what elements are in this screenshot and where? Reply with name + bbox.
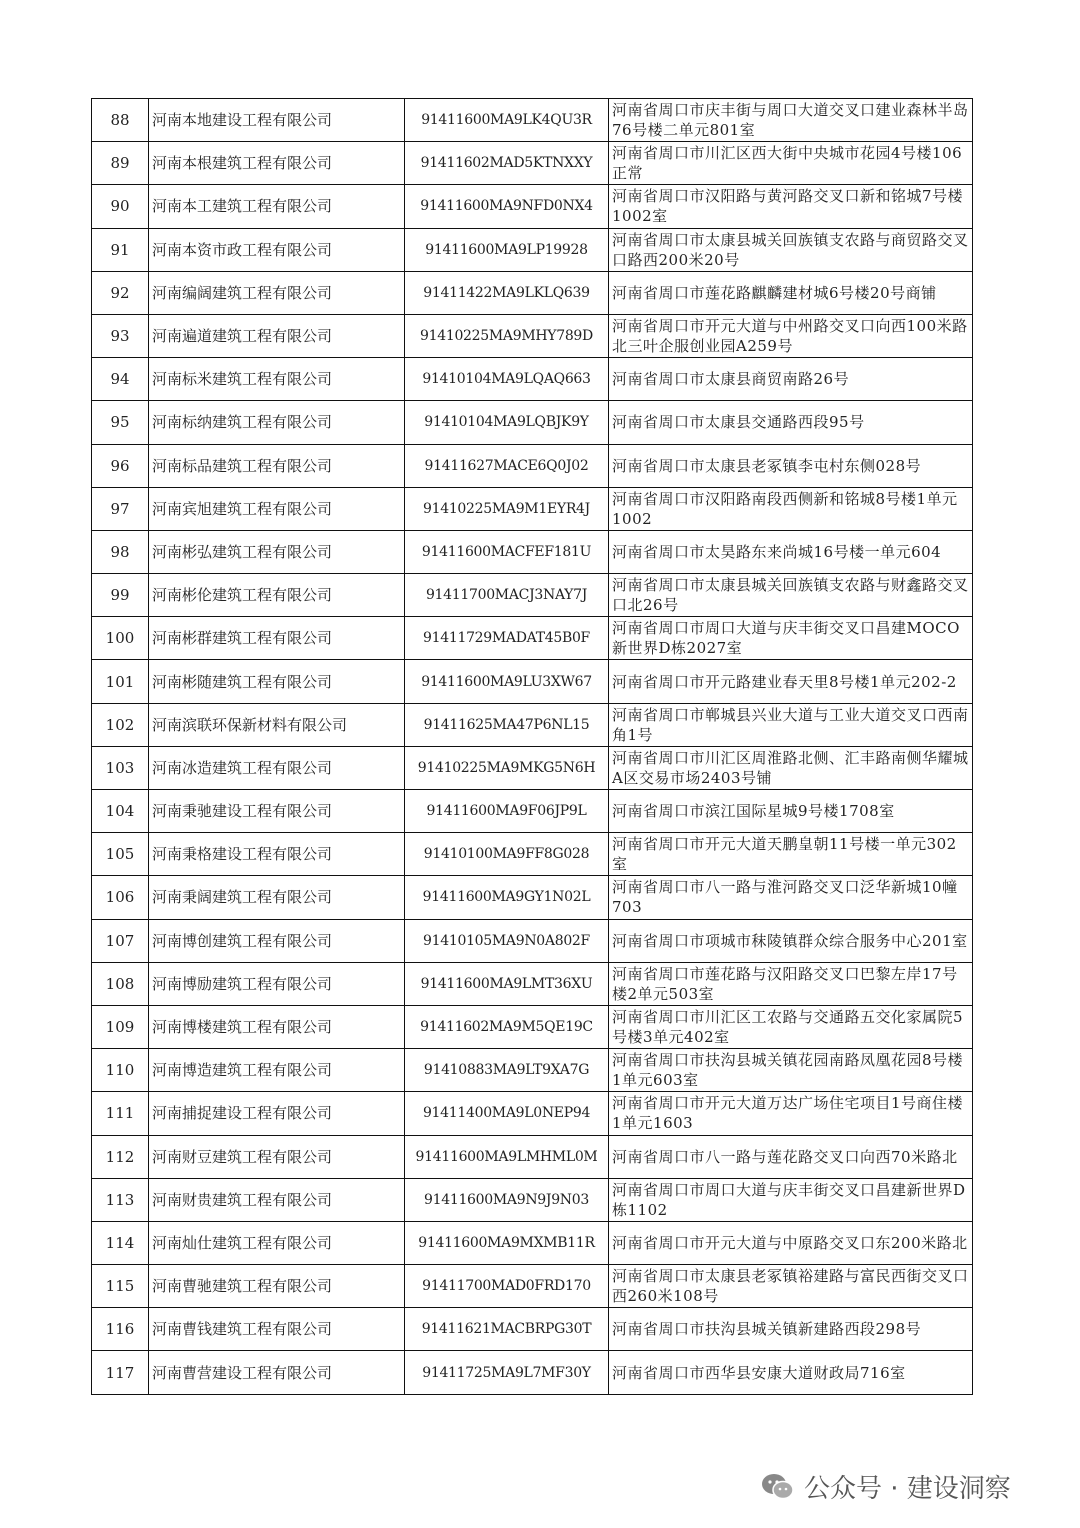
row-number: 99 <box>92 574 149 617</box>
table-row <box>92 358 973 401</box>
credit-code: 91411602MAD5KTNXXY <box>405 142 609 185</box>
company-address: 河南省周口市太康县老冢镇李屯村东侧028号 <box>609 444 973 487</box>
company-address: 河南省周口市汉阳路与黄河路交叉口新和铭城7号楼1002室 <box>609 185 973 228</box>
company-name: 河南彬群建筑工程有限公司 <box>149 617 405 660</box>
watermark <box>760 1468 1011 1505</box>
credit-code: 91410225MA9MHY789D <box>405 314 609 357</box>
credit-code: 91411625MA47P6NL15 <box>405 703 609 746</box>
table-row <box>92 1221 973 1264</box>
company-name: 河南编阔建筑工程有限公司 <box>149 271 405 314</box>
table-row <box>92 1178 973 1221</box>
credit-code: 91410104MA9LQBJK9Y <box>405 401 609 444</box>
company-address: 河南省周口市郸城县兴业大道与工业大道交叉口西南角1号 <box>609 703 973 746</box>
credit-code: 91411729MADAT45B0F <box>405 617 609 660</box>
company-name: 河南本资市政工程有限公司 <box>149 228 405 271</box>
row-number: 104 <box>92 790 149 833</box>
company-name: 河南博造建筑工程有限公司 <box>149 1049 405 1092</box>
row-number: 114 <box>92 1221 149 1264</box>
company-name: 河南冰造建筑工程有限公司 <box>149 746 405 789</box>
row-number: 106 <box>92 876 149 919</box>
credit-code: 91411600MA9NFD0NX4 <box>405 185 609 228</box>
company-address: 河南省周口市太康县老冢镇裕建路与富民西街交叉口西260米108号 <box>609 1265 973 1308</box>
credit-code: 91411700MAD0FRD170 <box>405 1265 609 1308</box>
company-address: 河南省周口市开元大道万达广场住宅项目1号商住楼1单元1603 <box>609 1092 973 1135</box>
table-body <box>92 99 973 1395</box>
table-row <box>92 1351 973 1394</box>
row-number: 90 <box>92 185 149 228</box>
row-number: 93 <box>92 314 149 357</box>
credit-code: 91411600MA9LMT36XU <box>405 962 609 1005</box>
row-number: 110 <box>92 1049 149 1092</box>
table-row <box>92 574 973 617</box>
company-name: 河南灿仕建筑工程有限公司 <box>149 1221 405 1264</box>
table-row <box>92 660 973 703</box>
company-name: 河南捕捉建设工程有限公司 <box>149 1092 405 1135</box>
credit-code: 91410225MA9M1EYR4J <box>405 487 609 530</box>
company-name: 河南本工建筑工程有限公司 <box>149 185 405 228</box>
table-row <box>92 919 973 962</box>
company-address: 河南省周口市八一路与淮河路交叉口泛华新城10幢703 <box>609 876 973 919</box>
table-row <box>92 1005 973 1048</box>
credit-code: 91411600MA9N9J9N03 <box>405 1178 609 1221</box>
row-number: 101 <box>92 660 149 703</box>
company-name: 河南秉阔建筑工程有限公司 <box>149 876 405 919</box>
row-number: 115 <box>92 1265 149 1308</box>
table-row <box>92 487 973 530</box>
credit-code: 91411600MA9GY1N02L <box>405 876 609 919</box>
company-name: 河南财贵建筑工程有限公司 <box>149 1178 405 1221</box>
company-address: 河南省周口市太昊路东来尚城16号楼一单元604 <box>609 530 973 573</box>
table-row <box>92 746 973 789</box>
company-address: 河南省周口市周口大道与庆丰街交叉口昌建MOCO新世界D栋2027室 <box>609 617 973 660</box>
company-address: 河南省周口市庆丰街与周口大道交叉口建业森林半岛76号楼二单元801室 <box>609 99 973 142</box>
company-name: 河南秉格建设工程有限公司 <box>149 833 405 876</box>
table-row <box>92 1308 973 1351</box>
row-number: 105 <box>92 833 149 876</box>
table-row <box>92 1049 973 1092</box>
company-address: 河南省周口市开元大道天鹏皇朝11号楼一单元302室 <box>609 833 973 876</box>
credit-code: 91411621MACBRPG30T <box>405 1308 609 1351</box>
company-name: 河南滨联环保新材料有限公司 <box>149 703 405 746</box>
table-row <box>92 790 973 833</box>
company-address: 河南省周口市开元路建业春天里8号楼1单元202-2 <box>609 660 973 703</box>
company-address: 河南省周口市扶沟县城关镇花园南路凤凰花园8号楼1单元603室 <box>609 1049 973 1092</box>
company-name: 河南曹驰建筑工程有限公司 <box>149 1265 405 1308</box>
row-number: 96 <box>92 444 149 487</box>
row-number: 107 <box>92 919 149 962</box>
table-row <box>92 617 973 660</box>
company-name: 河南秉驰建设工程有限公司 <box>149 790 405 833</box>
company-address: 河南省周口市太康县交通路西段95号 <box>609 401 973 444</box>
table-row <box>92 228 973 271</box>
table-row <box>92 703 973 746</box>
table-row <box>92 99 973 142</box>
company-name: 河南博励建筑工程有限公司 <box>149 962 405 1005</box>
company-address: 河南省周口市周口大道与庆丰街交叉口昌建新世界D栋1102 <box>609 1178 973 1221</box>
company-address: 河南省周口市开元大道与中原路交叉口东200米路北 <box>609 1221 973 1264</box>
table-row <box>92 401 973 444</box>
company-address: 河南省周口市开元大道与中州路交叉口向西100米路北三叶企服创业园A259号 <box>609 314 973 357</box>
company-name: 河南彬随建筑工程有限公司 <box>149 660 405 703</box>
company-name: 河南博创建筑工程有限公司 <box>149 919 405 962</box>
credit-code: 91411725MA9L7MF30Y <box>405 1351 609 1394</box>
company-address: 河南省周口市川汇区周淮路北侧、汇丰路南侧华耀城A区交易市场2403号铺 <box>609 746 973 789</box>
credit-code: 91410100MA9FF8G028 <box>405 833 609 876</box>
row-number: 108 <box>92 962 149 1005</box>
company-address: 河南省周口市扶沟县城关镇新建路西段298号 <box>609 1308 973 1351</box>
company-name: 河南标品建筑工程有限公司 <box>149 444 405 487</box>
row-number: 116 <box>92 1308 149 1351</box>
credit-code: 91411600MA9F06JP9L <box>405 790 609 833</box>
company-address: 河南省周口市川汇区西大街中央城市花园4号楼106正常 <box>609 142 973 185</box>
company-name: 河南彬伦建筑工程有限公司 <box>149 574 405 617</box>
company-name: 河南标纳建筑工程有限公司 <box>149 401 405 444</box>
credit-code: 91411422MA9LKLQ639 <box>405 271 609 314</box>
company-table <box>91 98 973 1395</box>
company-address: 河南省周口市八一路与莲花路交叉口向西70米路北 <box>609 1135 973 1178</box>
company-address: 河南省周口市莲花路麒麟建材城6号楼20号商铺 <box>609 271 973 314</box>
row-number: 92 <box>92 271 149 314</box>
company-name: 河南彬弘建筑工程有限公司 <box>149 530 405 573</box>
company-address: 河南省周口市项城市秣陵镇群众综合服务中心201室 <box>609 919 973 962</box>
row-number: 95 <box>92 401 149 444</box>
row-number: 100 <box>92 617 149 660</box>
table-row <box>92 962 973 1005</box>
credit-code: 91411600MACFEF181U <box>405 530 609 573</box>
wechat-icon <box>760 1471 796 1503</box>
company-address: 河南省周口市太康县城关回族镇支农路与商贸路交叉口路西200米20号 <box>609 228 973 271</box>
row-number: 89 <box>92 142 149 185</box>
row-number: 111 <box>92 1092 149 1135</box>
company-name: 河南宾旭建筑工程有限公司 <box>149 487 405 530</box>
table-row <box>92 314 973 357</box>
row-number: 117 <box>92 1351 149 1394</box>
credit-code: 91411600MA9LP19928 <box>405 228 609 271</box>
company-address: 河南省周口市滨江国际星城9号楼1708室 <box>609 790 973 833</box>
company-address: 河南省周口市太康县城关回族镇支农路与财鑫路交叉口北26号 <box>609 574 973 617</box>
row-number: 103 <box>92 746 149 789</box>
company-name: 河南曹钱建筑工程有限公司 <box>149 1308 405 1351</box>
credit-code: 91411627MACE6Q0J02 <box>405 444 609 487</box>
row-number: 94 <box>92 358 149 401</box>
company-name: 河南曹营建设工程有限公司 <box>149 1351 405 1394</box>
row-number: 113 <box>92 1178 149 1221</box>
table-row <box>92 1092 973 1135</box>
company-name: 河南财豆建筑工程有限公司 <box>149 1135 405 1178</box>
credit-code: 91410105MA9N0A802F <box>405 919 609 962</box>
credit-code: 91411600MA9MXMB11R <box>405 1221 609 1264</box>
credit-code: 91410883MA9LT9XA7G <box>405 1049 609 1092</box>
company-name: 河南本根建筑工程有限公司 <box>149 142 405 185</box>
table-row <box>92 142 973 185</box>
row-number: 109 <box>92 1005 149 1048</box>
table-row <box>92 1135 973 1178</box>
table-row <box>92 271 973 314</box>
company-name: 河南遍道建筑工程有限公司 <box>149 314 405 357</box>
company-address: 河南省周口市莲花路与汉阳路交叉口巴黎左岸17号楼2单元503室 <box>609 962 973 1005</box>
table-row <box>92 1265 973 1308</box>
company-name: 河南本地建设工程有限公司 <box>149 99 405 142</box>
credit-code: 91411600MA9LU3XW67 <box>405 660 609 703</box>
row-number: 98 <box>92 530 149 573</box>
credit-code: 91410104MA9LQAQ663 <box>405 358 609 401</box>
company-address: 河南省周口市川汇区工农路与交通路五交化家属院5号楼3单元402室 <box>609 1005 973 1048</box>
company-name: 河南博楼建筑工程有限公司 <box>149 1005 405 1048</box>
table-row <box>92 876 973 919</box>
watermark-text: 公众号 · 建设洞察 <box>804 1474 1011 1504</box>
credit-code: 91411600MA9LMHML0M <box>405 1135 609 1178</box>
table-row <box>92 185 973 228</box>
row-number: 97 <box>92 487 149 530</box>
credit-code: 91411600MA9LK4QU3R <box>405 99 609 142</box>
company-address: 河南省周口市太康县商贸南路26号 <box>609 358 973 401</box>
row-number: 102 <box>92 703 149 746</box>
row-number: 112 <box>92 1135 149 1178</box>
company-name: 河南标米建筑工程有限公司 <box>149 358 405 401</box>
table-row <box>92 444 973 487</box>
credit-code: 91410225MA9MKG5N6H <box>405 746 609 789</box>
credit-code: 91411700MACJ3NAY7J <box>405 574 609 617</box>
company-address: 河南省周口市西华县安康大道财政局716室 <box>609 1351 973 1394</box>
credit-code: 91411400MA9L0NEP94 <box>405 1092 609 1135</box>
table-row <box>92 530 973 573</box>
row-number: 91 <box>92 228 149 271</box>
table-row <box>92 833 973 876</box>
company-address: 河南省周口市汉阳路南段西侧新和铭城8号楼1单元1002 <box>609 487 973 530</box>
credit-code: 91411602MA9M5QE19C <box>405 1005 609 1048</box>
row-number: 88 <box>92 99 149 142</box>
